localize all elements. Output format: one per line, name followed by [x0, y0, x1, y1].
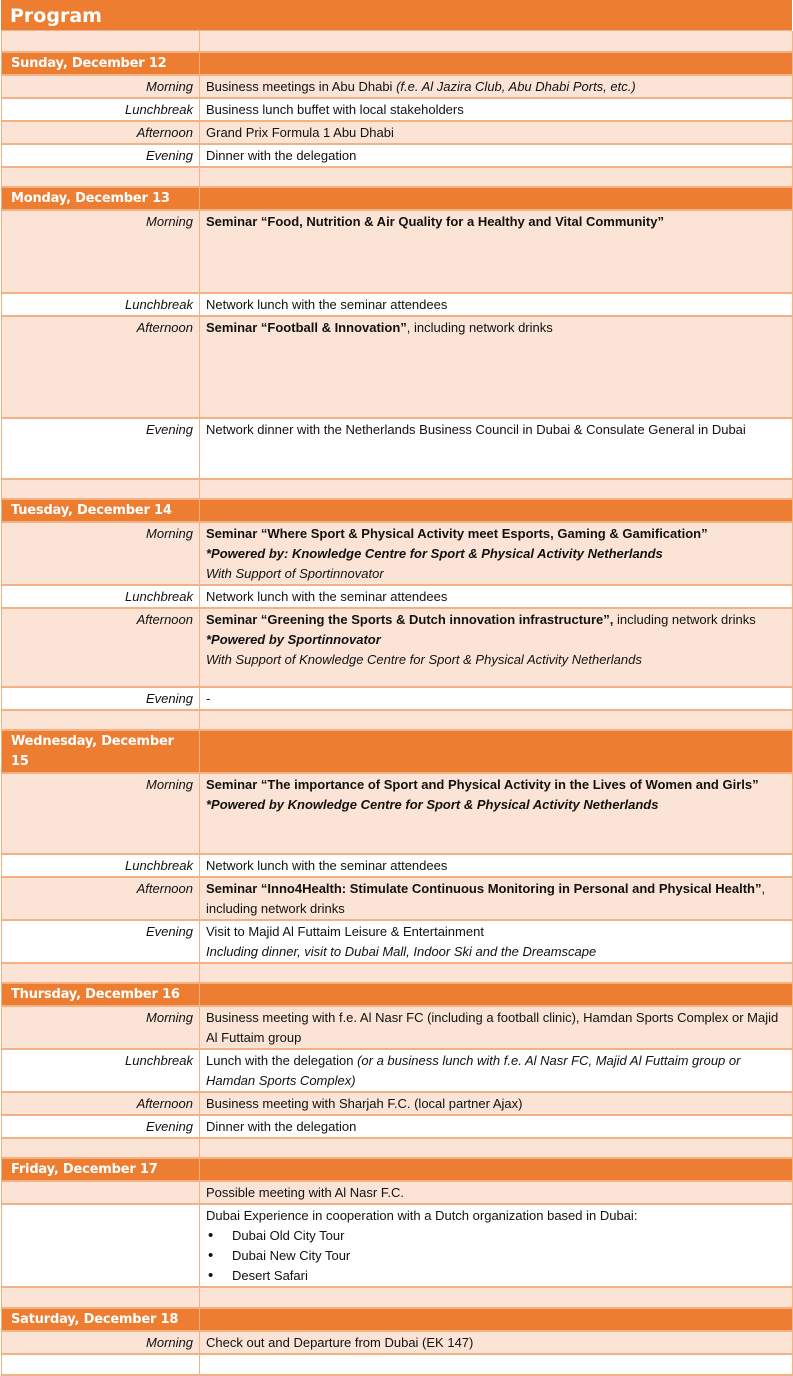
seminar-title: Seminar “Football & Innovation”: [206, 320, 407, 335]
day-header-saturday: [2, 1308, 793, 1331]
schedule-row: [2, 316, 793, 418]
time-label: Lunchbreak: [2, 293, 200, 316]
seminar-title: Seminar “The importance of Sport and Physical Activity in the Lives of Women and Girls”: [206, 777, 759, 792]
time-label: Afternoon: [2, 877, 200, 920]
program-sheet: [1, 0, 792, 1376]
schedule-row: [2, 522, 793, 585]
activity: Seminar “Greening the Sports & Dutch innovation infrastructure”, including network drinks *Powered by Sportinnovator With Support of Knowledge Centre for Sport & Physical Activity Netherlands: [200, 608, 793, 687]
time-label: Lunchbreak: [2, 1049, 200, 1092]
time-label: Lunchbreak: [2, 98, 200, 121]
schedule-row: [2, 1092, 793, 1115]
time-label: Morning: [2, 1331, 200, 1354]
schedule-row: [2, 854, 793, 877]
day-title: Sunday, December 12: [2, 52, 200, 75]
spacer-row: [2, 1354, 793, 1375]
day-header-friday: [2, 1158, 793, 1181]
day-header-wednesday: [2, 730, 793, 773]
activity: Network lunch with the seminar attendees: [200, 854, 793, 877]
schedule-row: [2, 144, 793, 167]
activity: Dinner with the delegation: [200, 144, 793, 167]
spacer-row: [2, 31, 793, 52]
day-header-thursday: [2, 983, 793, 1006]
program-title: Program: [1, 0, 792, 31]
activity: -: [200, 687, 793, 710]
activity: Seminar “Football & Innovation”, including network drinks: [200, 316, 793, 418]
day-title: Saturday, December 18: [2, 1308, 200, 1331]
activity: Seminar “Inno4Health: Stimulate Continuous Monitoring in Personal and Physical Health”, including network drinks: [200, 877, 793, 920]
list-item: • Dubai Old City Tour: [206, 1226, 786, 1246]
activity: Business meeting with Sharjah F.C. (local partner Ajax): [200, 1092, 793, 1115]
powered-by: *Powered by Knowledge Centre for Sport & Physical Activity Netherlands: [206, 797, 659, 812]
schedule-row: [2, 1181, 793, 1204]
day-header-sunday: [2, 52, 793, 75]
activity: Grand Prix Formula 1 Abu Dhabi: [200, 121, 793, 144]
schedule-row: [2, 75, 793, 98]
time-label: Lunchbreak: [2, 854, 200, 877]
time-label: Afternoon: [2, 1092, 200, 1115]
schedule-row: [2, 877, 793, 920]
schedule-row: [2, 121, 793, 144]
activity-note: Including dinner, visit to Dubai Mall, Indoor Ski and the Dreamscape: [206, 944, 597, 959]
activity: Visit to Majid Al Futtaim Leisure & Entertainment Including dinner, visit to Dubai Mall, Indoor Ski and the Dreamscape: [200, 920, 793, 963]
time-label: Evening: [2, 920, 200, 963]
seminar-title: Seminar “Where Sport & Physical Activity meet Esports, Gaming & Gamification”: [206, 526, 708, 541]
activity: Network lunch with the seminar attendees: [200, 585, 793, 608]
schedule-row: [2, 98, 793, 121]
spacer-row: [2, 167, 793, 187]
tour-list: [206, 1226, 786, 1286]
day-header-monday: [2, 187, 793, 210]
time-label: Lunchbreak: [2, 585, 200, 608]
seminar-title: Seminar “Inno4Health: Stimulate Continuous Monitoring in Personal and Physical Health”: [206, 881, 762, 896]
schedule-row: [2, 920, 793, 963]
day-title: Thursday, December 16: [2, 983, 200, 1006]
time-label: Afternoon: [2, 316, 200, 418]
activity: Check out and Departure from Dubai (EK 147): [200, 1331, 793, 1354]
list-item: • Desert Safari: [206, 1266, 786, 1286]
seminar-title: Seminar “Greening the Sports & Dutch innovation infrastructure”,: [206, 612, 614, 627]
time-label: [2, 1181, 200, 1204]
schedule-row: [2, 687, 793, 710]
activity: Possible meeting with Al Nasr F.C.: [200, 1181, 793, 1204]
activity: Dubai Experience in cooperation with a Dutch organization based in Dubai: • Dubai Old City Tour • Dubai New City Tour • Desert Safari: [200, 1204, 793, 1287]
activity: Business meetings in Abu Dhabi (f.e. Al Jazira Club, Abu Dhabi Ports, etc.): [200, 75, 793, 98]
time-label: Morning: [2, 1006, 200, 1049]
list-item: • Dubai New City Tour: [206, 1246, 786, 1266]
activity-note: (or a business lunch with f.e. Al Nasr FC, Majid Al Futtaim group or Hamdan Sports Complex): [206, 1053, 741, 1088]
schedule-row: [2, 1331, 793, 1354]
day-title: Friday, December 17: [2, 1158, 200, 1181]
day-title: Wednesday, December 15: [2, 730, 200, 773]
activity: Lunch with the delegation (or a business lunch with f.e. Al Nasr FC, Majid Al Futtaim group or Hamdan Sports Complex): [200, 1049, 793, 1092]
time-label: Afternoon: [2, 608, 200, 687]
support-note: With Support of Knowledge Centre for Sport & Physical Activity Netherlands: [206, 652, 642, 667]
time-label: [2, 1204, 200, 1287]
powered-by: *Powered by: Knowledge Centre for Sport & Physical Activity Netherlands: [206, 546, 663, 561]
day-title: Tuesday, December 14: [2, 499, 200, 522]
schedule-row: [2, 1115, 793, 1138]
support-note: With Support of Sportinnovator: [206, 566, 384, 581]
time-label: Morning: [2, 773, 200, 854]
activity: Network lunch with the seminar attendees: [200, 293, 793, 316]
time-label: Evening: [2, 1115, 200, 1138]
schedule-row: [2, 608, 793, 687]
schedule-row: [2, 293, 793, 316]
time-label: Evening: [2, 144, 200, 167]
schedule-row: [2, 418, 793, 479]
spacer-row: [2, 479, 793, 499]
activity-note: (f.e. Al Jazira Club, Abu Dhabi Ports, etc.): [396, 79, 636, 94]
program-table: [1, 31, 793, 1376]
time-label: Evening: [2, 418, 200, 479]
schedule-row: [2, 1204, 793, 1287]
activity: Network dinner with the Netherlands Business Council in Dubai & Consulate General in Dubai: [200, 418, 793, 479]
activity: [200, 210, 793, 293]
spacer-row: [2, 963, 793, 983]
schedule-row: [2, 585, 793, 608]
spacer-row: [2, 710, 793, 730]
powered-by: *Powered by Sportinnovator: [206, 632, 381, 647]
schedule-row: [2, 1006, 793, 1049]
schedule-row: [2, 773, 793, 854]
time-label: Morning: [2, 210, 200, 293]
activity: Dinner with the delegation: [200, 1115, 793, 1138]
activity: Business lunch buffet with local stakeholders: [200, 98, 793, 121]
time-label: Morning: [2, 522, 200, 585]
activity: [200, 522, 793, 585]
time-label: Morning: [2, 75, 200, 98]
spacer-row: [2, 1138, 793, 1158]
activity: [200, 773, 793, 854]
seminar-title: Seminar “Food, Nutrition & Air Quality for a Healthy and Vital Community”: [206, 214, 664, 229]
time-label: Afternoon: [2, 121, 200, 144]
schedule-row: [2, 1049, 793, 1092]
activity: Business meeting with f.e. Al Nasr FC (including a football clinic), Hamdan Sports Complex or Majid Al Futtaim group: [200, 1006, 793, 1049]
day-header-tuesday: [2, 499, 793, 522]
day-title: Monday, December 13: [2, 187, 200, 210]
time-label: Evening: [2, 687, 200, 710]
schedule-row: [2, 210, 793, 293]
